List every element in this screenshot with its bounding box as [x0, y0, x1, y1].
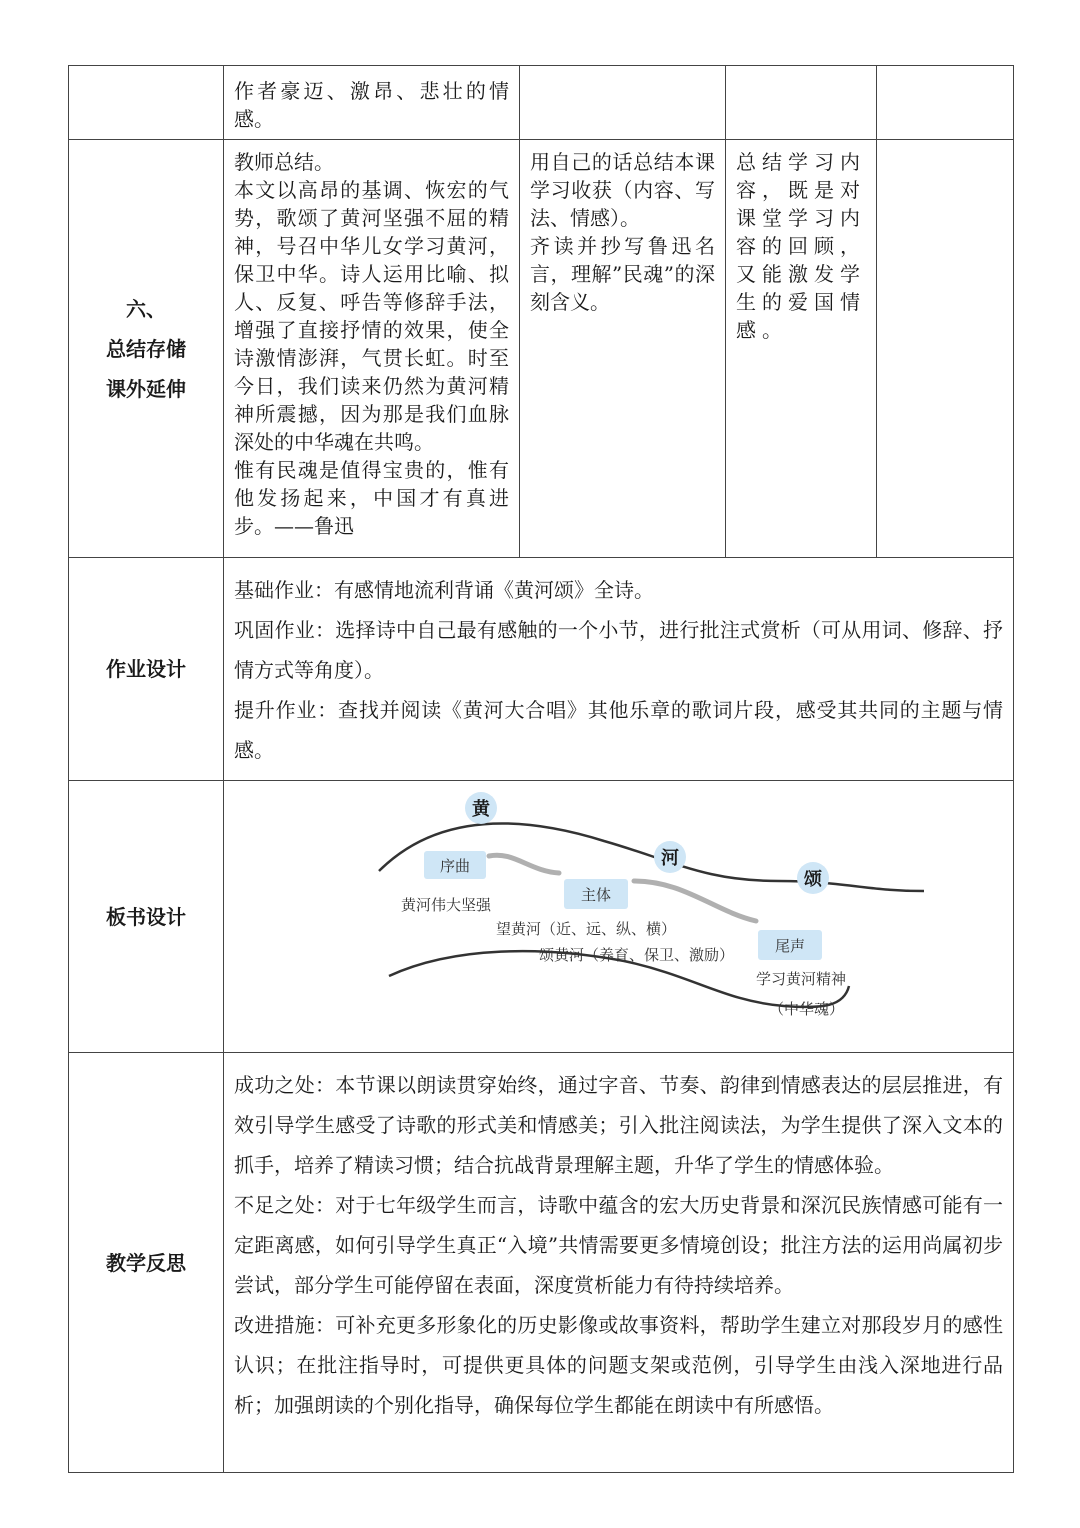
summary-extra-cell [877, 140, 1014, 558]
continuation-teacher-cell [224, 66, 520, 140]
coda-line-1: 学习黄河精神 [756, 970, 847, 988]
coda-connector [634, 881, 756, 921]
summary-label-line-1: 六、 [126, 296, 166, 321]
coda-tag: 尾声 [774, 937, 806, 955]
homework-row [69, 558, 1014, 781]
summary-row [69, 140, 1014, 558]
title-char-3: 颂 [804, 869, 822, 890]
prelude-note: 黄河伟大坚强 [401, 896, 492, 914]
main-line-2: 颂黄河（养育、保卫、激励） [539, 946, 735, 964]
teacher-summary-body: 本文以高昂的基调、恢宏的气势，歌颂了黄河坚强不屈的精神，号召中华儿女学习黄河，保卫中华。诗人运用比喻、拟人、反复、呼告等修辞手法，增强了直接抒情的效果，使全诗激情澎湃，气贯长虹。时至今日，我们读来仍然为黄河精神所震撼，因为那是我们血脉深处的中华魂在共鸣。 [234, 178, 509, 454]
continuation-extra-cell [877, 66, 1014, 140]
main-line-1: 望黄河（近、远、纵、横） [496, 920, 677, 938]
prelude-connector [489, 855, 559, 873]
homework-basic: 基础作业：有感情地流利背诵《黄河颂》全诗。 [234, 578, 654, 602]
homework-consolidate: 巩固作业：选择诗中自己最有感触的一个小节，进行批注式赏析（可从用词、修辞、抒情方式等角度）。 [234, 618, 1003, 682]
board-label: 板书设计 [69, 781, 224, 1053]
board-content-cell [224, 781, 1014, 1053]
homework-content-cell [224, 558, 1014, 781]
prelude-tag: 序曲 [439, 857, 471, 875]
main-tag: 主体 [580, 886, 612, 904]
continuation-intent-cell [726, 66, 877, 140]
summary-teacher-cell [224, 140, 520, 558]
teacher-summary-heading: 教师总结。 [234, 150, 334, 174]
reflection-content-cell [224, 1053, 1014, 1473]
design-intent: 总结学习内容，既是对课堂学习内容的回顾，又能激发学生的爱国情感。 [736, 150, 866, 342]
homework-advanced: 提升作业：查找并阅读《黄河大合唱》其他乐章的歌词片段，感受其共同的主题与情感。 [234, 698, 1003, 762]
summary-label-line-3: 课外延伸 [106, 376, 186, 401]
reflection-improvement: 改进措施：可补充更多形象化的历史影像或故事资料，帮助学生建立对那段岁月的感性认识；在批注指导时，可提供更具体的问题支架或范例，引导学生由浅入深地进行品析；加强朗读的个别化指导，确保每位学生都能在朗读中有所感悟。 [234, 1313, 1003, 1417]
reflection-success: 成功之处：本节课以朗读贯穿始终，通过字音、节奏、韵律到情感表达的层层推进，有效引导学生感受了诗歌的形式美和情感美；引入批注阅读法，为学生提供了深入文本的抓手，培养了精读习惯；结合抗战背景理解主题，升华了学生的情感体验。 [234, 1073, 1003, 1177]
summary-label-line-2: 总结存储 [106, 336, 186, 361]
continuation-text: 作者豪迈、激昂、悲壮的情感。 [234, 79, 509, 131]
coda-line-2: （中华魂） [769, 1000, 845, 1018]
board-row [69, 781, 1014, 1053]
luxun-quote: 惟有民魂是值得宝贵的，惟有他发扬起来，中国才有真进步。——鲁迅 [234, 458, 509, 538]
student-activity-1: 用自己的话总结本课学习收获（内容、写法、情感）。 [530, 150, 715, 230]
homework-label: 作业设计 [69, 558, 224, 781]
reflection-shortcoming: 不足之处：对于七年级学生而言，诗歌中蕴含的宏大历史背景和深沉民族情感可能有一定距离感，如何引导学生真正“入境”共情需要更多情境创设；批注方法的运用尚属初步尝试，部分学生可能停留在表面，深度赏析能力有待持续培养。 [234, 1193, 1003, 1297]
continuation-label-cell [69, 66, 224, 140]
summary-student-cell [520, 140, 726, 558]
lesson-plan-table [68, 65, 1014, 1473]
board-diagram [224, 781, 1013, 1051]
student-activity-2: 齐读并抄写鲁迅名言，理解”民魂”的深刻含义。 [530, 234, 715, 314]
reflection-row [69, 1053, 1014, 1473]
continuation-row [69, 66, 1014, 140]
reflection-label: 教学反思 [69, 1053, 224, 1473]
title-char-2: 河 [661, 848, 679, 869]
board-svg [224, 781, 1012, 1051]
summary-label-cell [69, 140, 224, 558]
summary-intent-cell [726, 140, 877, 558]
continuation-student-cell [520, 66, 726, 140]
title-char-1: 黄 [472, 799, 490, 820]
